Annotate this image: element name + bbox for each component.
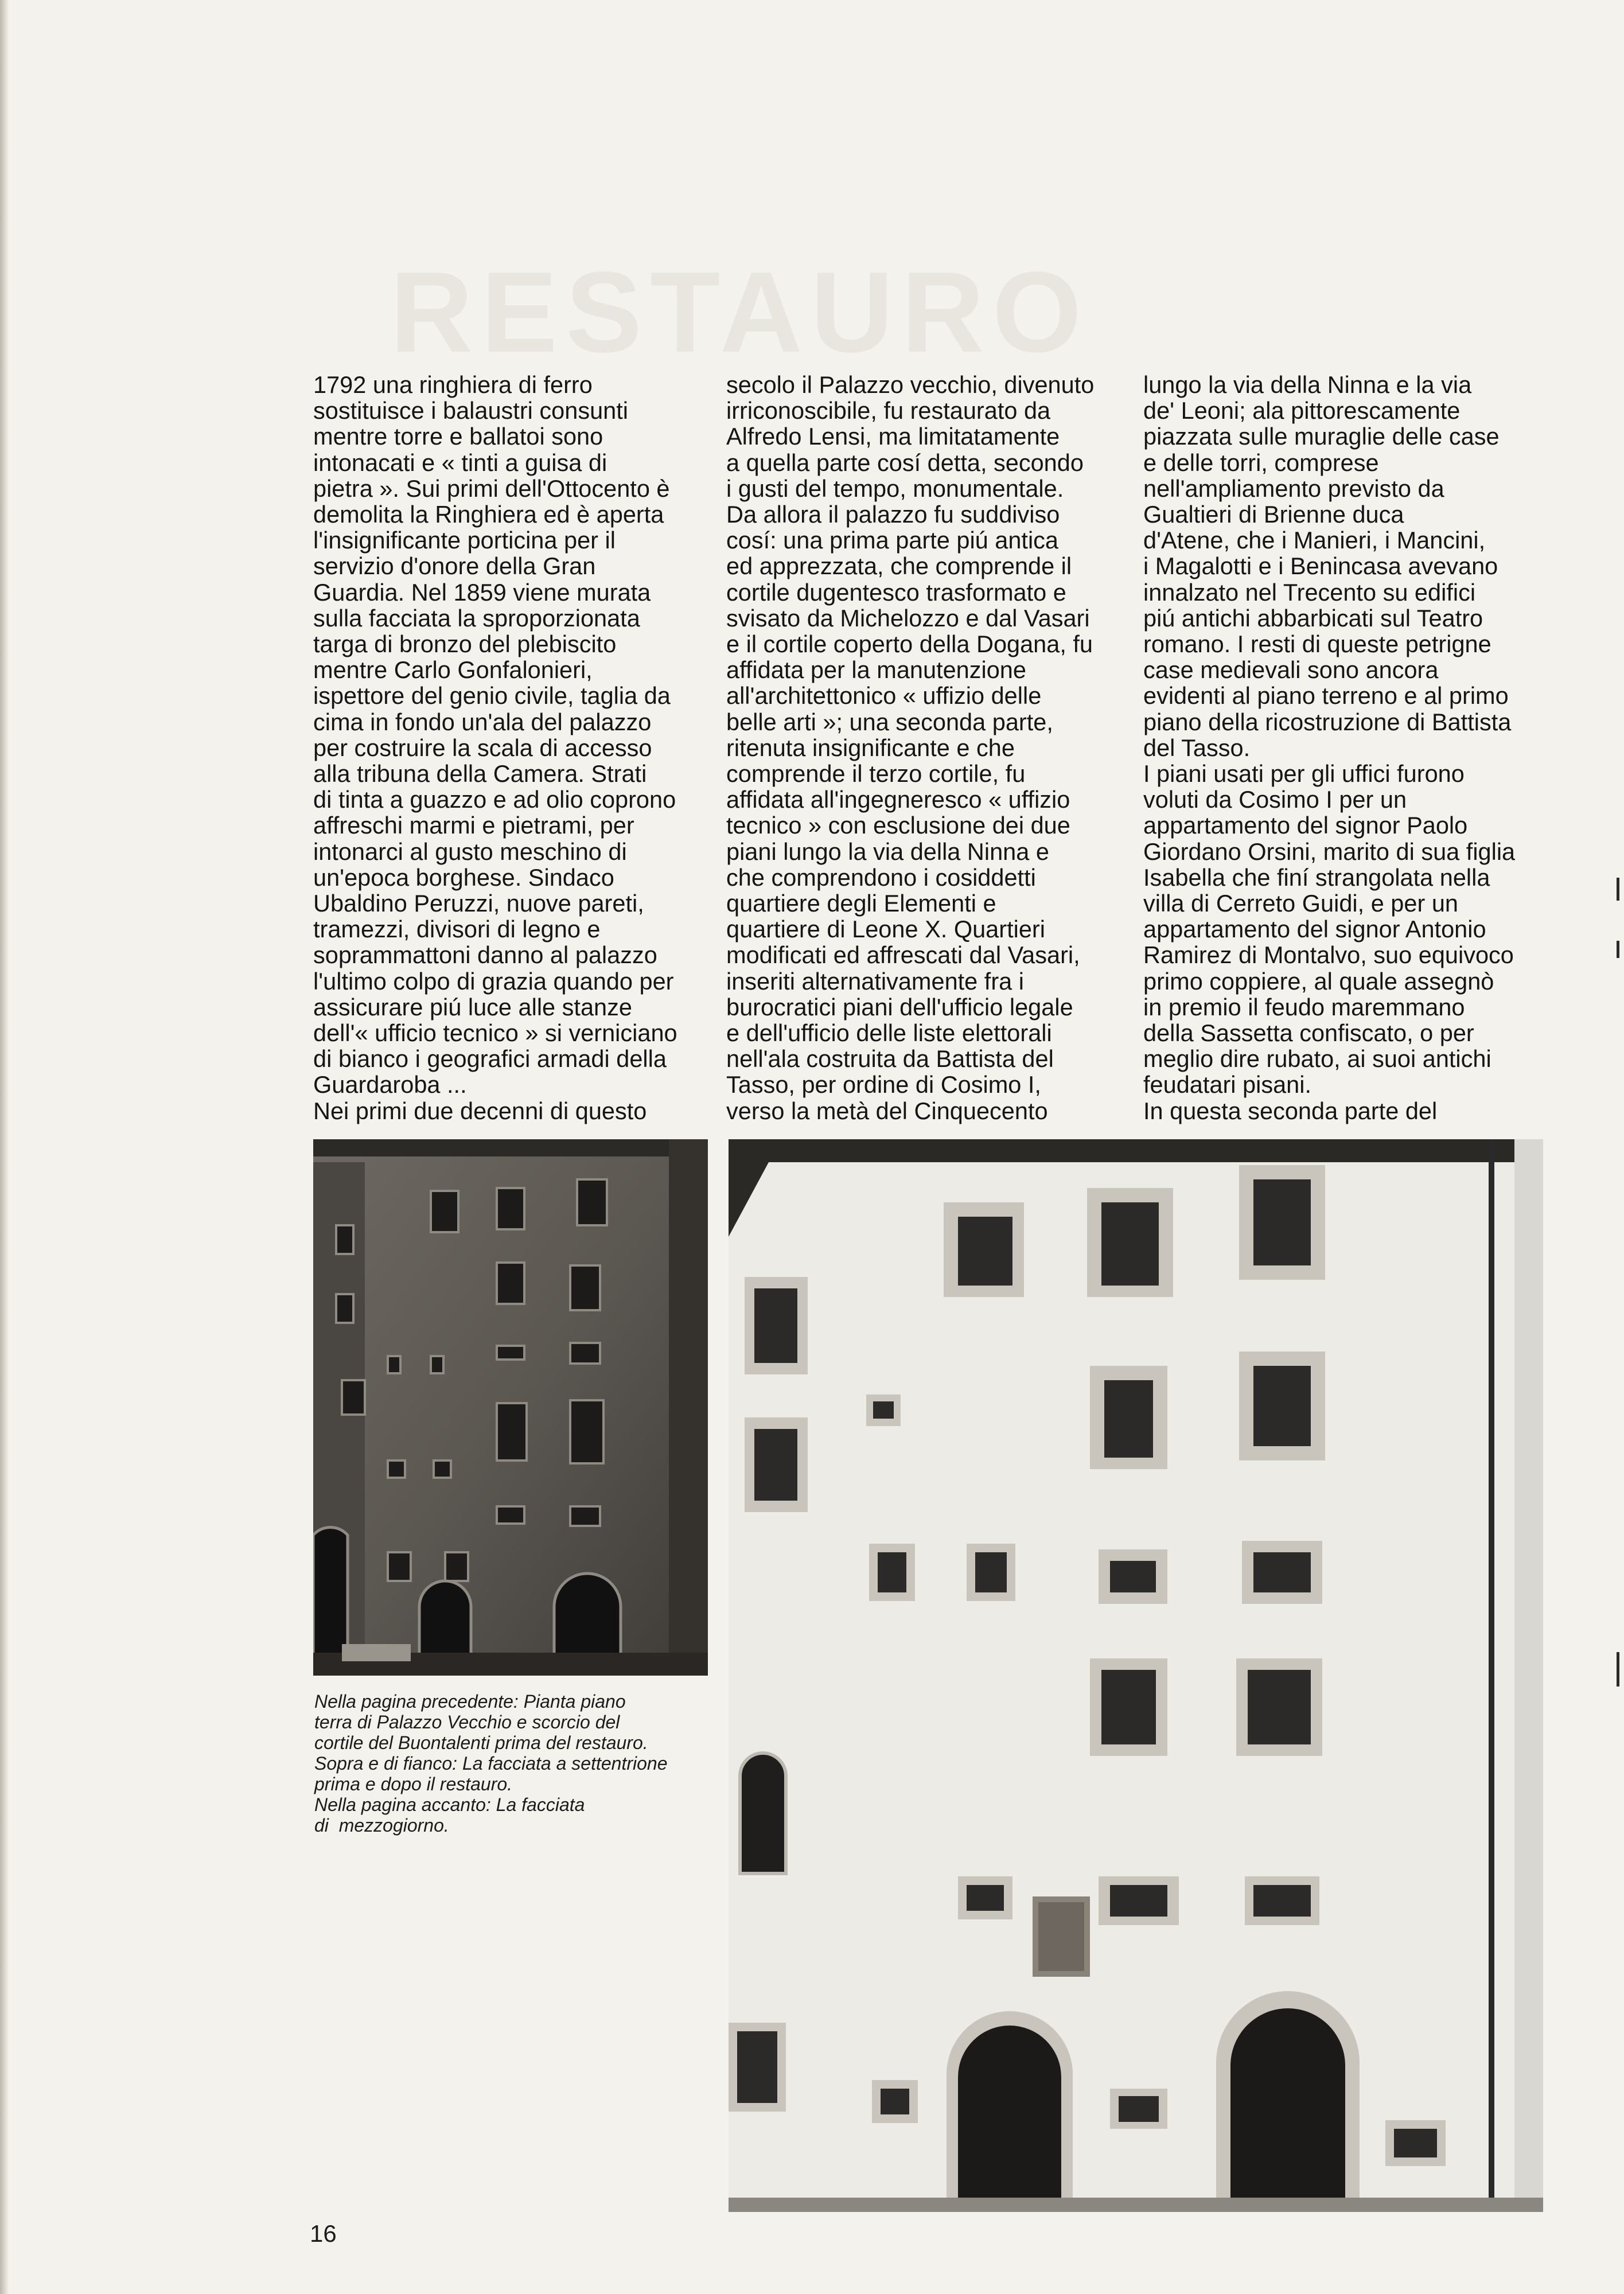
text-line: case medievali sono ancora	[1143, 656, 1439, 684]
text-line: de' Leoni; ala pittorescamente	[1143, 397, 1461, 424]
text-line: tramezzi, divisori di legno e	[313, 916, 601, 943]
text-line: mentre Carlo Gonfalonieri,	[313, 656, 593, 684]
photo-facade-before-restoration	[313, 1139, 708, 1676]
text-line: Gualtieri di Brienne duca	[1143, 501, 1404, 528]
text-line: In questa seconda parte del	[1143, 1097, 1438, 1124]
text-line: sulla facciata la sproporzionata	[313, 604, 640, 632]
text-line: e delle torri, comprese	[1143, 449, 1379, 476]
text-line: tecnico » con esclusione dei due	[726, 812, 1070, 839]
text-line: cortile dugentesco trasformato e	[726, 578, 1066, 606]
text-line: all'architettonico « uffizio delle	[726, 682, 1042, 710]
text-line: affidata per la manutenzione	[726, 656, 1026, 684]
text-line: di tinta a guazzo e ad olio coprono	[313, 786, 676, 813]
text-line: piano della ricostruzione di Battista	[1143, 708, 1512, 735]
text-column-3	[1143, 372, 1545, 1124]
text-line: dell'« ufficio tecnico » si verniciano	[313, 1019, 677, 1047]
caption-line: cortile del Buontalenti prima del restauro.	[314, 1732, 648, 1753]
text-line: ritenuta insignificante e che	[726, 734, 1015, 761]
show-through-heading: RESTAURO	[390, 248, 1090, 376]
text-line: quartiere di Leone X. Quartieri	[726, 916, 1045, 943]
caption-line: prima e dopo il restauro.	[314, 1774, 513, 1794]
text-line: mentre torre e ballatoi sono	[313, 423, 603, 450]
text-line: alla tribuna della Camera. Strati	[313, 760, 647, 788]
text-line: della Sassetta confiscato, o per	[1143, 1019, 1474, 1047]
text-column-1	[313, 372, 709, 1124]
text-line: Giordano Orsini, marito di sua figlia	[1143, 838, 1516, 865]
photo-caption	[314, 1691, 716, 1836]
text-line: affreschi marmi e pietrami, per	[313, 812, 634, 839]
text-line: cima in fondo un'ala del palazzo	[313, 708, 652, 735]
text-line: comprende il terzo cortile, fu	[726, 760, 1026, 788]
text-line: romano. I resti di queste petrigne	[1143, 630, 1491, 658]
text-line: quartiere degli Elementi e	[726, 890, 996, 917]
photo-facade-after-restoration	[729, 1139, 1543, 2212]
text-line: Ubaldino Peruzzi, nuove pareti,	[313, 890, 644, 917]
text-line: servizio d'onore della Gran	[313, 552, 596, 580]
text-line: appartamento del signor Antonio	[1143, 916, 1486, 943]
text-line: Da allora il palazzo fu suddiviso	[726, 501, 1060, 528]
text-column-2	[726, 372, 1139, 1124]
text-line: I piani usati per gli uffici furono	[1143, 760, 1465, 788]
text-line: demolita la Ringhiera ed è aperta	[313, 501, 664, 528]
text-line: svisato da Michelozzo e dal Vasari	[726, 604, 1090, 632]
text-line: primo coppiere, al quale assegnò	[1143, 967, 1494, 995]
text-line: verso la metà del Cinquecento	[726, 1097, 1048, 1124]
text-line: in premio il feudo maremmano	[1143, 993, 1465, 1021]
text-line: sostituisce i balaustri consunti	[313, 397, 628, 424]
text-line: irriconoscibile, fu restaurato da	[726, 397, 1051, 424]
text-line: nell'ala costruita da Battista del	[726, 1045, 1054, 1073]
text-line: affidata all'ingegneresco « uffizio	[726, 786, 1070, 813]
caption-line: Sopra e di fianco: La facciata a settentrione	[314, 1753, 668, 1774]
text-line: inseriti alternativamente fra i	[726, 967, 1024, 995]
facade-after-image	[729, 1139, 1543, 2212]
text-line: un'epoca borghese. Sindaco	[313, 863, 614, 891]
caption-line: Nella pagina precedente: Pianta piano	[314, 1691, 626, 1712]
text-line: voluti da Cosimo I per un	[1143, 786, 1407, 813]
facade-before-image	[313, 1139, 708, 1676]
text-line: Isabella che finí strangolata nella	[1143, 863, 1490, 891]
text-line: Tasso, per ordine di Cosimo I,	[726, 1071, 1041, 1099]
text-line: modificati ed affrescati dal Vasari,	[726, 941, 1080, 969]
caption-line: di mezzogiorno.	[314, 1815, 449, 1836]
text-line: che comprendono i cosiddetti	[726, 863, 1036, 891]
text-line: i gusti del tempo, monumentale.	[726, 474, 1064, 502]
text-line: ed apprezzata, che comprende il	[726, 552, 1072, 580]
text-line: feudatari pisani.	[1143, 1071, 1311, 1099]
text-line: meglio dire rubato, ai suoi antichi	[1143, 1045, 1491, 1073]
text-line: evidenti al piano terreno e al primo	[1143, 682, 1509, 710]
text-line: secolo il Palazzo vecchio, divenuto	[726, 371, 1095, 398]
text-line: assicurare piú luce alle stanze	[313, 993, 632, 1021]
text-line: belle arti »; una seconda parte,	[726, 708, 1053, 735]
edge-mark	[1617, 878, 1619, 901]
text-line: villa di Cerreto Guidi, e per un	[1143, 890, 1458, 917]
text-line: Nei primi due decenni di questo	[313, 1097, 647, 1124]
text-line: innalzato nel Trecento su edifici	[1143, 578, 1476, 606]
text-line: d'Atene, che i Manieri, i Mancini,	[1143, 527, 1486, 554]
text-line: e dell'ufficio delle liste elettorali	[726, 1019, 1052, 1047]
text-line: intonacati e « tinti a guisa di	[313, 449, 607, 476]
text-line: intonarci al gusto meschino di	[313, 838, 627, 865]
text-line: lungo la via della Ninna e la via	[1143, 371, 1472, 398]
text-line: piani lungo la via della Ninna e	[726, 838, 1049, 865]
text-line: a quella parte cosí detta, secondo	[726, 449, 1084, 476]
edge-mark	[1617, 941, 1619, 958]
text-line: per costruire la scala di accesso	[313, 734, 652, 761]
page-binding-edge	[0, 0, 9, 2294]
text-line: l'insignificante porticina per il	[313, 527, 616, 554]
text-line: Alfredo Lensi, ma limitatamente	[726, 423, 1060, 450]
edge-mark	[1617, 1652, 1619, 1687]
text-line: pietra ». Sui primi dell'Ottocento è	[313, 474, 670, 502]
text-line: cosí: una prima parte piú antica	[726, 527, 1059, 554]
text-line: del Tasso.	[1143, 734, 1251, 761]
text-line: Guardia. Nel 1859 viene murata	[313, 578, 651, 606]
text-line: Ramirez di Montalvo, suo equivoco	[1143, 941, 1514, 969]
text-line: nell'ampliamento previsto da	[1143, 474, 1444, 502]
text-line: Guardaroba ...	[313, 1071, 467, 1099]
caption-line: terra di Palazzo Vecchio e scorcio del	[314, 1712, 620, 1732]
text-line: e il cortile coperto della Dogana, fu	[726, 630, 1093, 658]
text-line: appartamento del signor Paolo	[1143, 812, 1468, 839]
text-line: piú antichi abbarbicati sul Teatro	[1143, 604, 1483, 632]
caption-line: Nella pagina accanto: La facciata	[314, 1794, 585, 1815]
page-number: 16	[310, 2220, 337, 2247]
text-line: piazzata sulle muraglie delle case	[1143, 423, 1500, 450]
text-line: burocratici piani dell'ufficio legale	[726, 993, 1073, 1021]
text-line: i Magalotti e i Benincasa avevano	[1143, 552, 1498, 580]
text-line: di bianco i geografici armadi della	[313, 1045, 667, 1073]
text-line: targa di bronzo del plebiscito	[313, 630, 617, 658]
text-line: l'ultimo colpo di grazia quando per	[313, 967, 674, 995]
text-line: ispettore del genio civile, taglia da	[313, 682, 671, 710]
text-line: 1792 una ringhiera di ferro	[313, 371, 593, 398]
text-line: soprammattoni danno al palazzo	[313, 941, 657, 969]
